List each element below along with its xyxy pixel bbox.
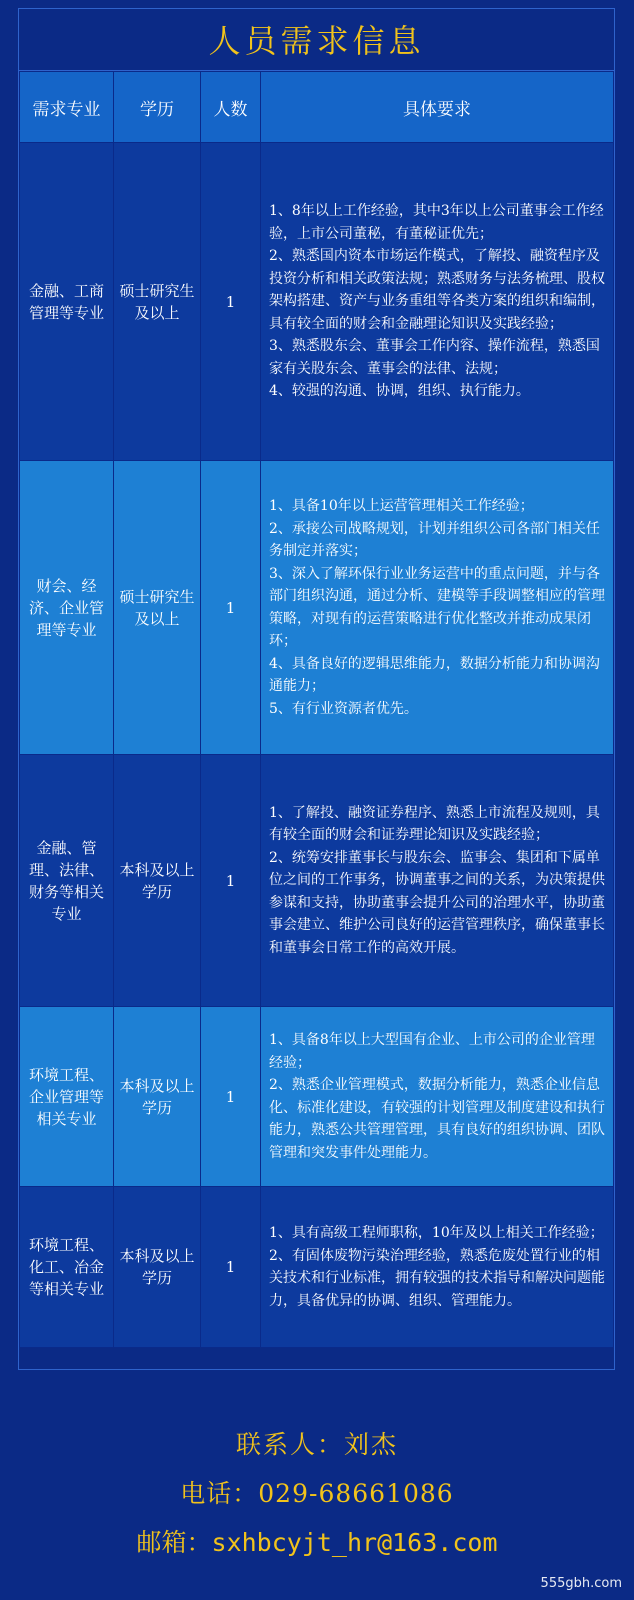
table-row bbox=[20, 143, 614, 461]
header-major: 需求专业 bbox=[20, 72, 114, 143]
row-major: 金融、管理、法律、财务等相关专业 bbox=[20, 755, 114, 1007]
row-education: 本科及以上学历 bbox=[114, 1007, 201, 1187]
row-major: 环境工程、企业管理等相关专业 bbox=[20, 1007, 114, 1187]
row-requirements: 1、具备8年以上大型国有企业、上市公司的企业管理经验； 2、熟悉企业管理模式，数据分析能力，熟悉企业信息化、标准化建设，有较强的计划管理及制度建设和执行能力，熟悉公共管理管理，具有良好的组织协调、团队管理和突发事件处理能力。 bbox=[261, 1007, 614, 1187]
table-row bbox=[20, 1007, 614, 1187]
page-title: 人员需求信息 bbox=[18, 8, 615, 71]
row-requirements: 1、具有高级工程师职称，10年及以上相关工作经验； 2、有固体废物污染治理经验，熟悉危废处置行业的相关技术和行业标准，拥有较强的技术指导和解决问题能力，具备优异的协调、组织、管理能力。 bbox=[261, 1187, 614, 1348]
row-count: 1 bbox=[201, 755, 261, 1007]
contact-email-label: 邮箱： bbox=[136, 1528, 212, 1557]
row-major: 金融、工商管理等专业 bbox=[20, 143, 114, 461]
row-requirements: 1、8年以上工作经验，其中3年以上公司董事会工作经验，上市公司董秘，有董秘证优先； 2、熟悉国内资本市场运作模式，了解投、融资程序及投资分析和相关政策法规；熟悉财务与法务梳理、股权架构搭建、资产与业务重组等各类方案的组织和编制，具有较全面的财会和金融理论知识及实践经验； 3、熟悉股东会、董事会工作内容、操作流程，熟悉国家有关股东会、董事会的法律、法规； 4、较强的沟通、协调，组织、执行能力。 bbox=[261, 143, 614, 461]
row-education: 硕士研究生及以上 bbox=[114, 461, 201, 755]
row-count: 1 bbox=[201, 1007, 261, 1187]
contact-phone: 电话：029-68661086 bbox=[180, 1479, 454, 1508]
table-row bbox=[20, 1187, 614, 1348]
row-education: 本科及以上学历 bbox=[114, 755, 201, 1007]
header-count: 人数 bbox=[201, 72, 261, 143]
row-major: 环境工程、化工、冶金等相关专业 bbox=[20, 1187, 114, 1348]
table-header-row bbox=[20, 72, 614, 143]
contact-email-link[interactable]: sxhbcyjt_hr@163.com bbox=[211, 1528, 498, 1557]
row-education: 硕士研究生及以上 bbox=[114, 143, 201, 461]
contact-email-line bbox=[0, 1523, 634, 1559]
row-count: 1 bbox=[201, 1187, 261, 1348]
requirements-table bbox=[19, 71, 614, 1348]
table-row bbox=[20, 755, 614, 1007]
watermark: 555gbh.com bbox=[540, 1576, 622, 1591]
contact-person: 联系人：刘杰 bbox=[235, 1430, 398, 1459]
header-education: 学历 bbox=[114, 72, 201, 143]
header-requirements: 具体要求 bbox=[261, 72, 614, 143]
table-row bbox=[20, 461, 614, 755]
row-count: 1 bbox=[201, 461, 261, 755]
row-requirements: 1、具备10年以上运营管理相关工作经验； 2、承接公司战略规划，计划并组织公司各部门相关任务制定并落实； 3、深入了解环保行业业务运营中的重点问题，并与各部门组织沟通，通过分析、建模等手段调整相应的管理策略，对现有的运营策略进行优化整改并推动成果闭环； 4、具备良好的逻辑思维能力，数据分析能力和协调沟通能力； 5、有行业资源者优先。 bbox=[261, 461, 614, 755]
row-requirements: 1、了解投、融资证券程序、熟悉上市流程及规则，具有较全面的财会和证券理论知识及实践经验； 2、统筹安排董事长与股东会、监事会、集团和下属单位之间的工作事务，协调董事之间的关系，为决策提供参谋和支持，协助董事会提升公司的治理水平，协助董事会建立、维护公司良好的运营管理秩序，确保董事长和董事会日常工作的高效开展。 bbox=[261, 755, 614, 1007]
row-education: 本科及以上学历 bbox=[114, 1187, 201, 1348]
row-count: 1 bbox=[201, 143, 261, 461]
row-major: 财会、经济、企业管理等专业 bbox=[20, 461, 114, 755]
